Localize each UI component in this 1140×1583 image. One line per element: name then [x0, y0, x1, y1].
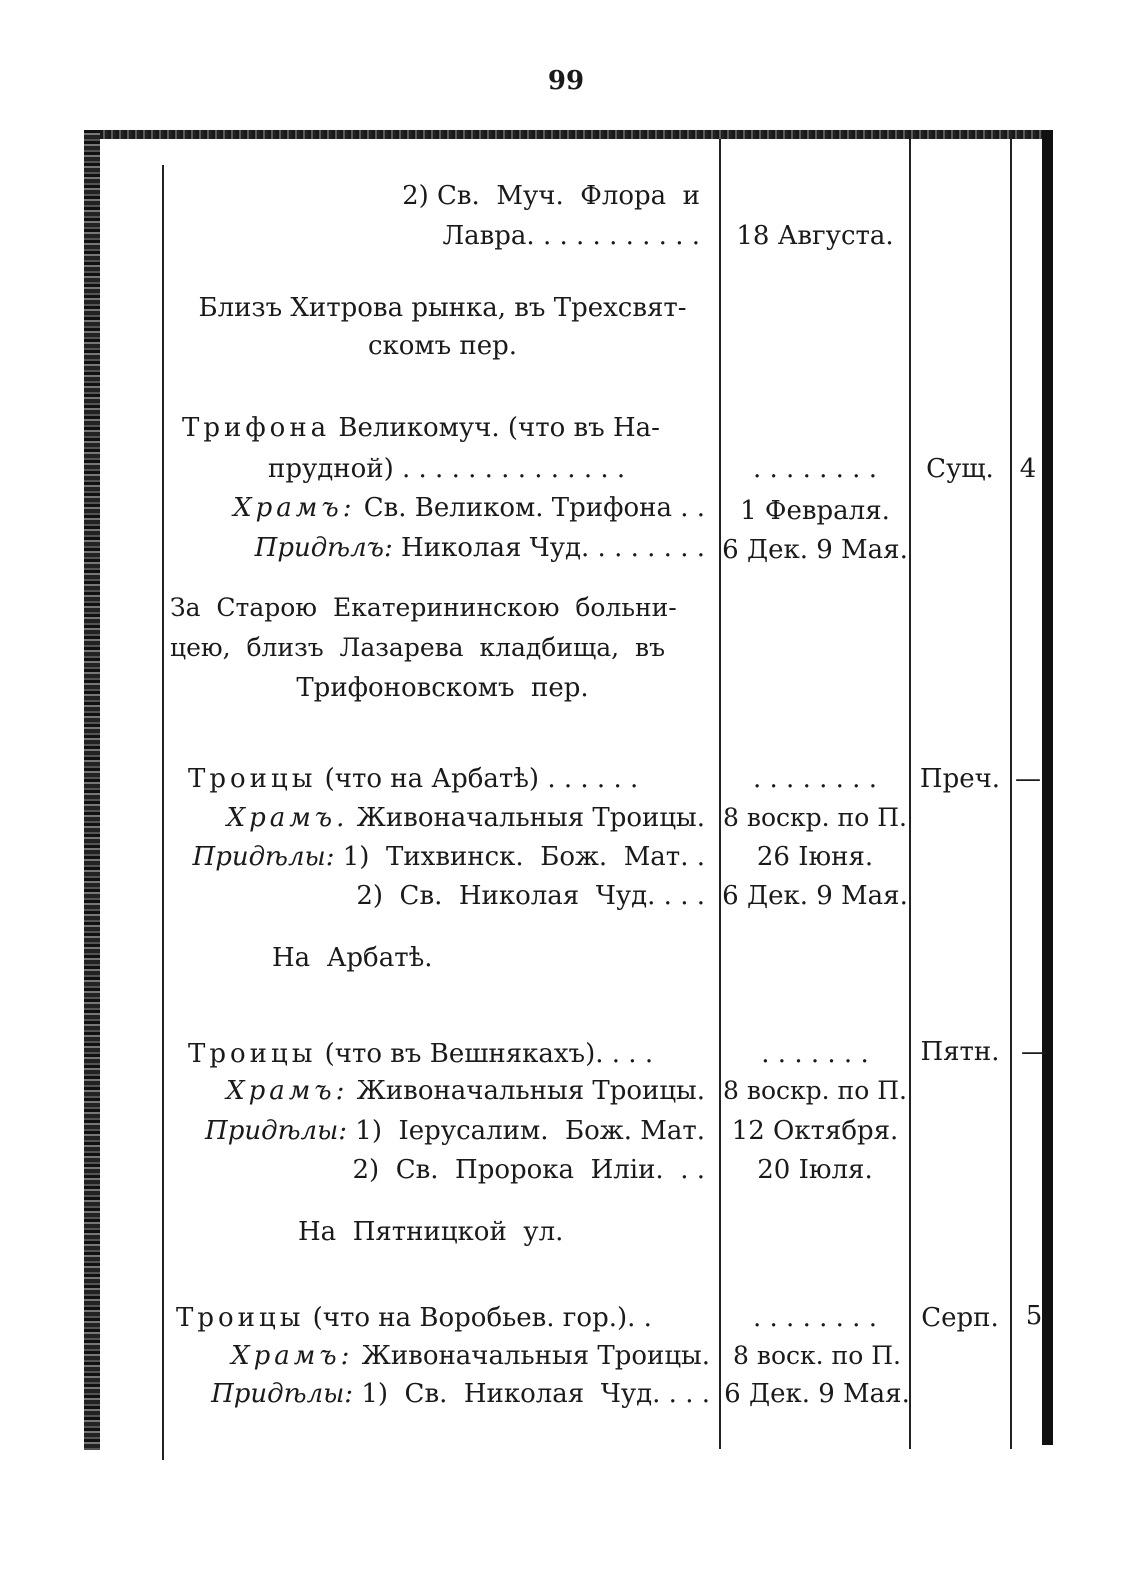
entry-4-temple [180, 802, 705, 834]
column-rule-name-date [719, 139, 721, 1449]
entry-6-chapels-text: 1) Іерусалим. Бож. Мат. [355, 1116, 705, 1146]
entry-8-temple [180, 1340, 710, 1372]
column-rule-date-district [909, 139, 911, 1449]
entry-2-chapels-label: Придѣлъ: [254, 533, 393, 563]
entry-4-chapel-2: 2) Св. Николая Чуд. . . . [356, 881, 705, 911]
entry-8-name [176, 1302, 652, 1334]
entry-2-number: 4 [1019, 454, 1037, 484]
entry-4-date-dots: . . . . . . . . [753, 764, 877, 794]
entry-4-number: — [1015, 764, 1041, 794]
entry-0-date: 18 Августа. [736, 221, 894, 251]
entry-2-name-spaced: Трифона [182, 413, 331, 443]
column-rule-left [162, 165, 164, 1460]
column-rule-district-number [1010, 139, 1012, 1449]
address-3-line-1: За Старою Екатерининскою больни- [170, 593, 677, 622]
entry-6-chapels-label: Придѣлы: [205, 1116, 348, 1146]
address-1-line-2: скомъ пер. [367, 331, 518, 361]
entry-8-temple-text: Живоначальныя Троицы. [361, 1341, 710, 1371]
entry-4-chapels-label: Придѣлы: [192, 842, 335, 872]
entry-6-temple-text: Живоначальныя Троицы. [356, 1076, 705, 1106]
entry-2-name [182, 412, 660, 444]
entry-6-district: Пятн. [920, 1037, 1000, 1067]
address-3-line-3: Трифоновскомъ пер. [296, 673, 589, 703]
address-1-line-1: Близъ Хитрова рынка, въ Трехсвят- [198, 293, 687, 323]
address-3-line-2: цею, близъ Лазарева кладбища, въ [170, 633, 665, 662]
entry-8-district: Серп. [921, 1303, 999, 1333]
frame-left-border [84, 130, 100, 1450]
entry-4-district: Преч. [919, 764, 1001, 794]
entry-4-temple-date: 8 воскр. по П. [723, 803, 907, 832]
entry-6-chapels-date: 12 Октября. [731, 1116, 899, 1146]
entry-4-name-rest: (что на Арбатѣ) . . . . . . [324, 764, 639, 794]
entry-2-temple-text: Св. Великом. Трифона . . [363, 493, 705, 523]
entry-8-name-spaced: Троицы [176, 1303, 305, 1333]
entry-8-number: 5 [1025, 1301, 1043, 1331]
entry-8-chapels-date: 6 Дек. 9 Мая. [724, 1379, 910, 1409]
entry-6-number: — [1021, 1037, 1047, 1067]
entry-6-name-spaced: Троицы [188, 1039, 317, 1069]
entry-6-name [188, 1038, 653, 1070]
entry-8-temple-label: Храмъ: [231, 1341, 354, 1371]
entry-2-chapels [180, 532, 705, 564]
address-7-line-1: На Пятницкой ул. [298, 1217, 564, 1247]
entry-4-temple-label: Храмъ. [226, 803, 349, 833]
entry-4-temple-text: Живоначальныя Троицы. [356, 803, 705, 833]
entry-8-chapels-text: 1) Св. Николая Чуд. . . . [361, 1379, 710, 1409]
frame-top-border [84, 130, 1052, 139]
entry-2-name-line-2: прудной) . . . . . . . . . . . . . . [268, 454, 626, 484]
entry-8-chapels [180, 1378, 710, 1410]
entry-8-date-dots: . . . . . . . . [753, 1303, 877, 1333]
entry-2-chapels-text: Николая Чуд. . . . . . . . [401, 533, 705, 563]
entry-4-chapels [180, 841, 705, 873]
entry-6-chapel-2-date: 20 Іюля. [757, 1155, 873, 1185]
entry-6-chapels [180, 1115, 705, 1147]
entry-4-chapel-2-date: 6 Дек. 9 Мая. [722, 881, 908, 911]
entry-4-chapels-date: 26 Іюня. [756, 842, 874, 872]
entry-2-district: Сущ. [926, 454, 994, 484]
entry-2-chapels-date: 6 Дек. 9 Мая. [722, 535, 908, 565]
entry-6-temple [180, 1075, 705, 1107]
entry-2-date-dots: . . . . . . . . [753, 454, 877, 484]
entry-8-temple-date: 8 воск. по П. [733, 1341, 901, 1370]
entry-4-name-spaced: Троицы [188, 764, 317, 794]
entry-0-line-2: Лавра. . . . . . . . . . . [442, 221, 700, 251]
entry-6-chapel-2: 2) Св. Пророка Иліи. . . [352, 1155, 705, 1185]
entry-2-temple-date: 1 Февраля. [740, 496, 890, 526]
entry-8-name-rest: (что на Воробьев. гор.). . [312, 1303, 652, 1333]
entry-6-temple-date: 8 воскр. по П. [723, 1076, 907, 1105]
entry-6-temple-label: Храмъ: [226, 1076, 349, 1106]
entry-2-temple-label: Храмъ: [233, 493, 356, 523]
entry-2-temple [180, 492, 705, 524]
entry-8-chapels-label: Придѣлы: [211, 1379, 354, 1409]
address-5-line-1: На Арбатѣ. [272, 943, 433, 973]
entry-2-name-rest: Великомуч. (что въ На- [338, 413, 660, 443]
entry-0-line-1: 2) Св. Муч. Флора и [402, 181, 700, 211]
entry-6-name-rest: (что въ Вешнякахъ). . . . [324, 1039, 654, 1069]
page-number: 99 [547, 66, 585, 96]
frame-right-border [1042, 130, 1053, 1445]
entry-4-chapels-text: 1) Тихвинск. Бож. Мат. . [342, 842, 705, 872]
entry-6-date-dots: . . . . . . . [761, 1039, 869, 1069]
entry-4-name [188, 763, 638, 795]
